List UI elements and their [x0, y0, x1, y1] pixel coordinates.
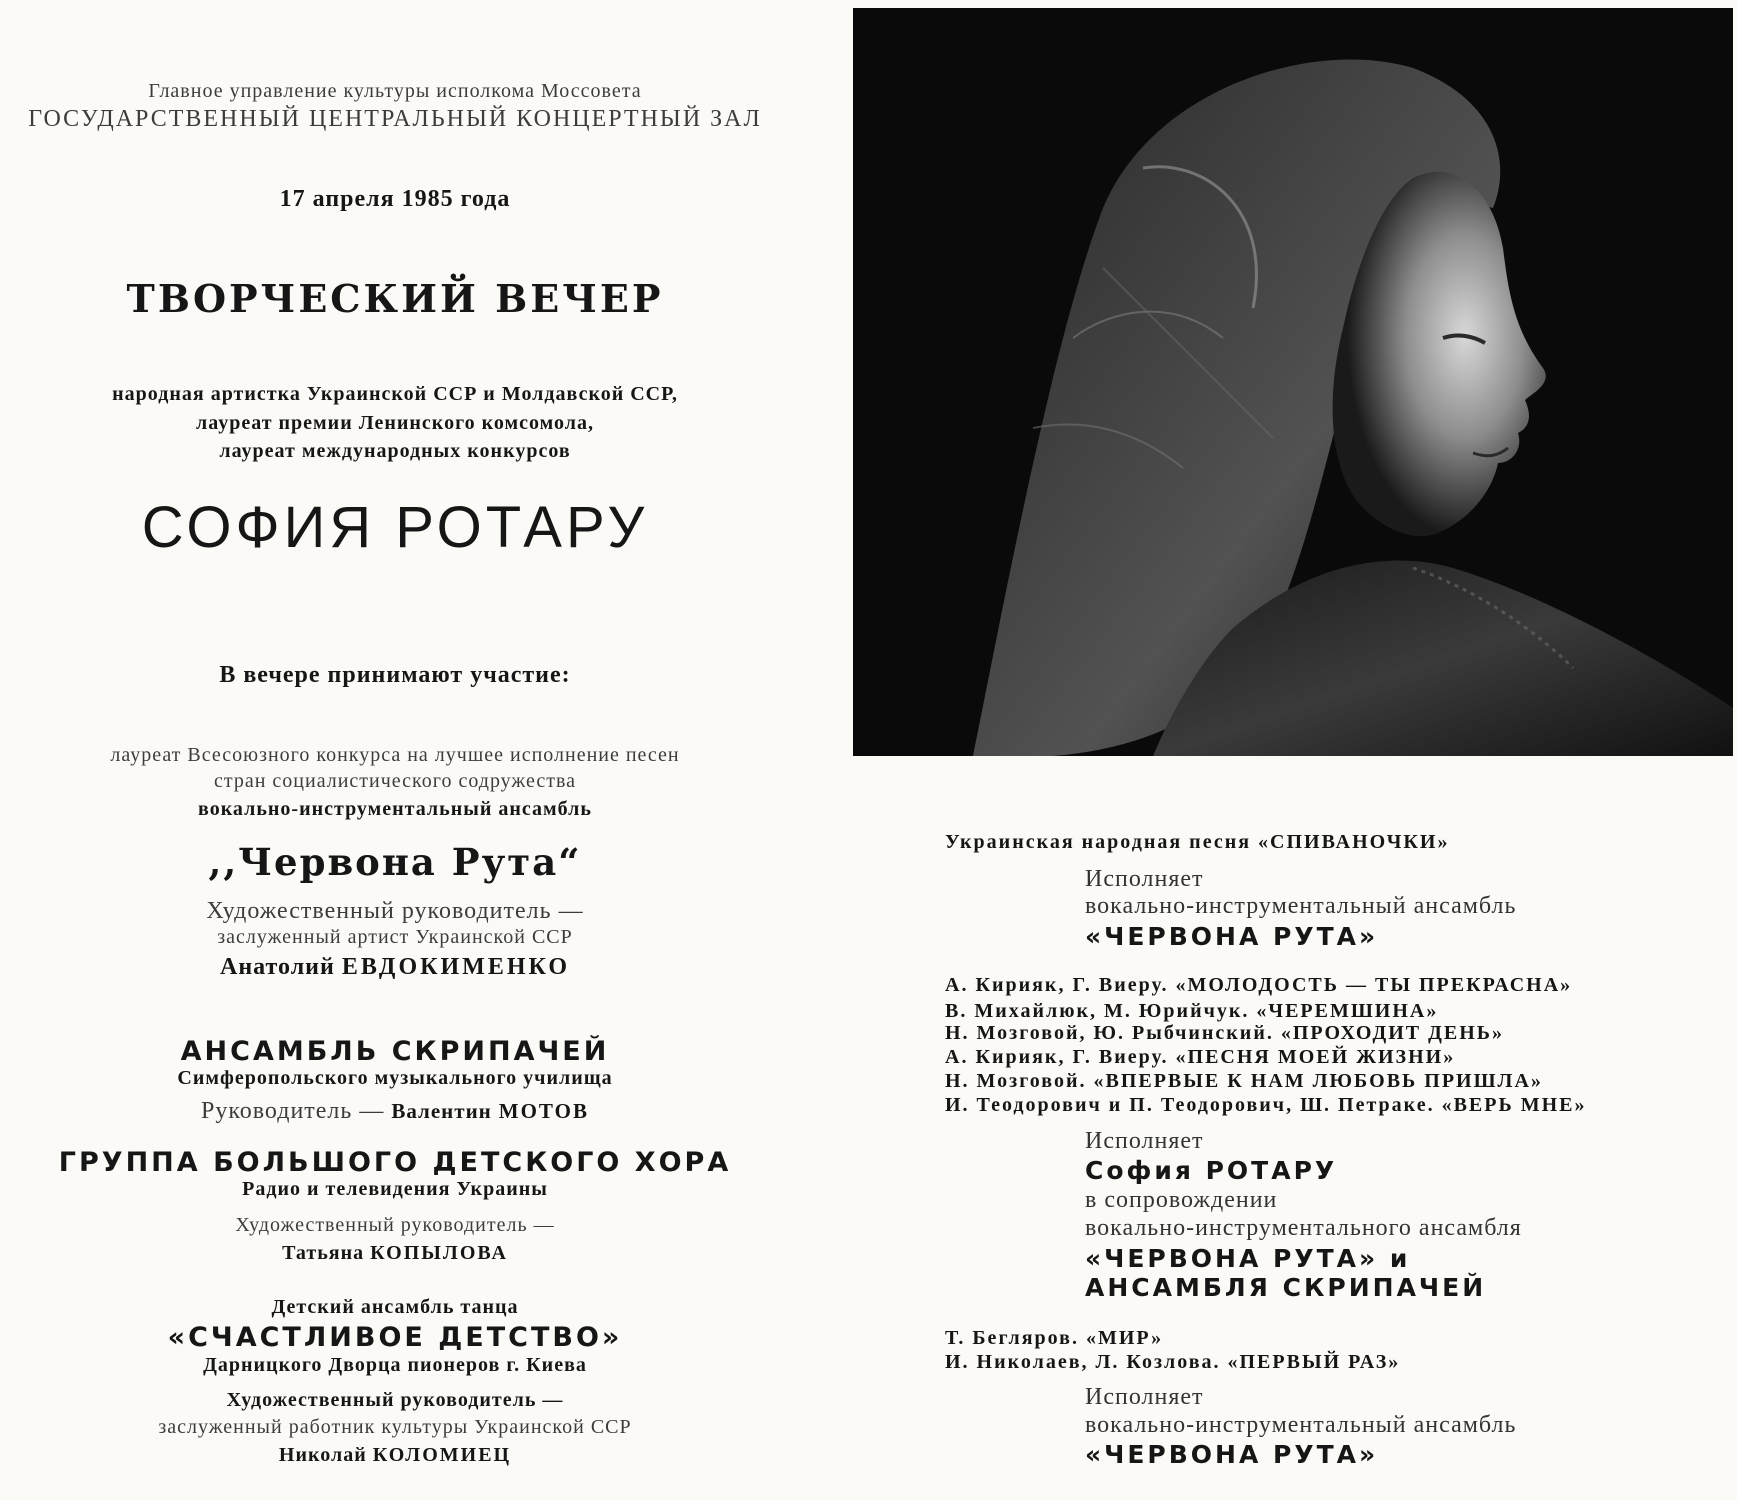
- artist-title-2: лауреат премии Ленинского комсомола,: [196, 412, 594, 434]
- participants-heading: В вечере принимают участие:: [219, 662, 571, 688]
- ensemble1-leader: [0, 954, 790, 981]
- ensemble1-leader-role: Художественный руководитель —: [206, 898, 584, 924]
- ensemble2-leader-role: Руководитель —: [200, 1098, 385, 1124]
- event-date: 17 апреля 1985 года: [279, 186, 511, 212]
- block2-ensemble: «ЧЕРВОНА РУТА» и: [1085, 1244, 1411, 1273]
- block2-type: вокально-инструментального ансамбля: [1085, 1215, 1522, 1241]
- ensemble1-leader-last: ЕВДОКИМЕНКО: [341, 954, 570, 980]
- ensemble1-award-1: лауреат Всесоюзного конкурса на лучшее исполнение песен: [110, 744, 680, 766]
- block2-performs: Исполняет: [1085, 1128, 1204, 1154]
- org-line: Главное управление культуры исполкома Моссовета: [148, 80, 642, 102]
- artist-title-1: народная артистка Украинской ССР и Молдавской ССР,: [112, 383, 678, 405]
- ensemble4-type: Детский ансамбль танца: [271, 1296, 519, 1318]
- program-song-2-4: А. Кирияк, Г. Виеру. «ПЕСНЯ МОЕЙ ЖИЗНИ»: [945, 1046, 1456, 1068]
- program-song-2-3: Н. Мозговой, Ю. Рыбчинский. «ПРОХОДИТ ДЕНЬ»: [945, 1022, 1505, 1044]
- program-song-2-1: А. Кирияк, Г. Виеру. «МОЛОДОСТЬ — ТЫ ПРЕКРАСНА»: [945, 974, 1573, 996]
- left-page: [0, 0, 840, 1500]
- ensemble4-org: Дарницкого Дворца пионеров г. Киева: [203, 1354, 587, 1376]
- ensemble3-leader-first: Татьяна: [282, 1242, 365, 1264]
- ensemble3-leader: [0, 1242, 790, 1265]
- program-song-2-5: Н. Мозговой. «ВПЕРВЫЕ К НАМ ЛЮБОВЬ ПРИШЛА»: [945, 1070, 1543, 1092]
- ensemble3-leader-role: Художественный руководитель —: [235, 1214, 555, 1236]
- block1-performs: Исполняет: [1085, 866, 1204, 892]
- ensemble1-award-2: стран социалистического содружества: [213, 770, 577, 792]
- program-song-3-2: И. Николаев, Л. Козлова. «ПЕРВЫЙ РАЗ»: [945, 1351, 1401, 1373]
- ensemble2-leader: [0, 1098, 790, 1125]
- block3-type: вокально-инструментальный ансамбль: [1085, 1412, 1517, 1438]
- event-title: ТВОРЧЕСКИЙ ВЕЧЕР: [126, 276, 664, 321]
- ensemble4-leader-last: КОЛОМИЕЦ: [372, 1444, 512, 1466]
- block3-performs: Исполняет: [1085, 1384, 1204, 1410]
- ensemble1-leader-first: Анатолий: [220, 954, 335, 980]
- program-song-1: Украинская народная песня «СПИВАНОЧКИ»: [945, 831, 1450, 853]
- ensemble3-org: Радио и телевидения Украины: [242, 1178, 548, 1200]
- artist-name: СОФИЯ РОТАРУ: [141, 495, 649, 560]
- ensemble4-leader-title: заслуженный работник культуры Украинской ССР: [158, 1416, 632, 1438]
- ensemble1-name: ,,Червона Рута“: [208, 840, 582, 884]
- ensemble1-type: вокально-инструментальный ансамбль: [198, 798, 592, 820]
- ensemble3-leader-last: КОПЫЛОВА: [370, 1242, 508, 1264]
- block2-name: София РОТАРУ: [1085, 1156, 1338, 1185]
- ensemble1-leader-title: заслуженный артист Украинской ССР: [217, 926, 573, 948]
- ensemble4-name: «СЧАСТЛИВОЕ ДЕТСТВО»: [167, 1322, 623, 1353]
- program-song-2-6: И. Теодорович и П. Теодорович, Ш. Петраке. «ВЕРЬ МНЕ»: [945, 1094, 1587, 1116]
- ensemble2-name: АНСАМБЛЬ СКРИПАЧЕЙ: [180, 1036, 610, 1067]
- ensemble4-leader-first: Николай: [278, 1444, 367, 1466]
- block3-name: «ЧЕРВОНА РУТА»: [1085, 1440, 1379, 1469]
- block2-accomp: в сопровождении: [1085, 1187, 1278, 1213]
- right-page-program: [850, 0, 1737, 1500]
- artist-title-3: лауреат международных конкурсов: [219, 440, 571, 462]
- hall-line: ГОСУДАРСТВЕННЫЙ ЦЕНТРАЛЬНЫЙ КОНЦЕРТНЫЙ ЗАЛ: [28, 106, 762, 132]
- ensemble4-leader: [0, 1444, 790, 1467]
- ensemble4-leader-role: Художественный руководитель —: [226, 1389, 564, 1411]
- program-song-2-2: В. Михайлюк, М. Юрийчук. «ЧЕРЕМШИНА»: [945, 1000, 1439, 1022]
- block2-violins: АНСАМБЛЯ СКРИПАЧЕЙ: [1085, 1273, 1487, 1302]
- ensemble3-name: ГРУППА БОЛЬШОГО ДЕТСКОГО ХОРА: [58, 1147, 732, 1178]
- block1-name: «ЧЕРВОНА РУТА»: [1085, 922, 1379, 951]
- ensemble2-leader-first: Валентин: [391, 1099, 492, 1123]
- ensemble2-leader-last: МОТОВ: [498, 1099, 590, 1123]
- program-song-3-1: Т. Бегляров. «МИР»: [945, 1327, 1164, 1349]
- block1-type: вокально-инструментальный ансамбль: [1085, 893, 1517, 919]
- ensemble2-org: Симферопольского музыкального училища: [177, 1067, 613, 1089]
